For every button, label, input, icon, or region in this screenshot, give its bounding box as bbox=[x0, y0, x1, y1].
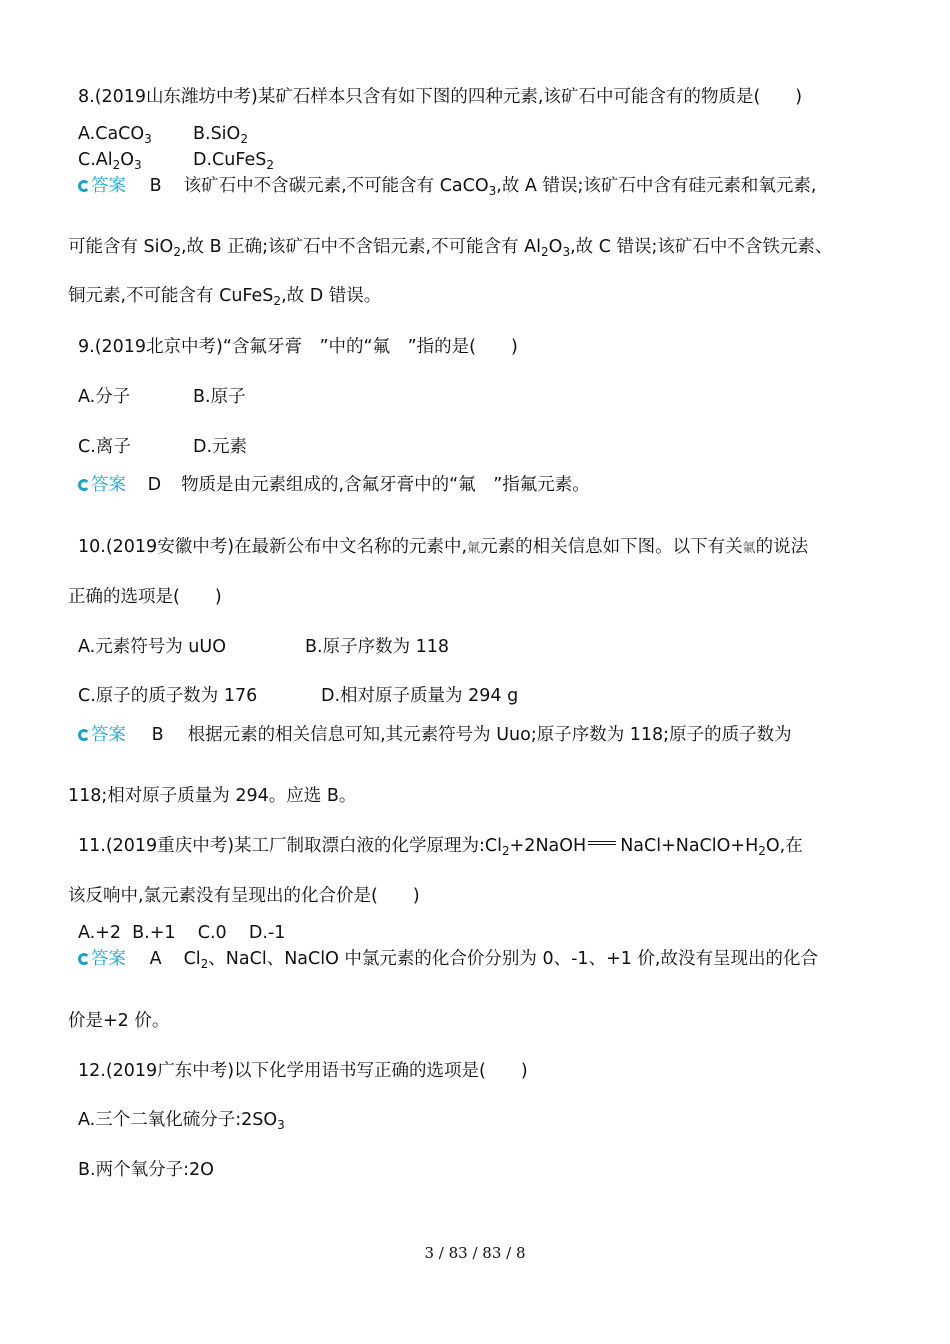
q10-answer-badge bbox=[78, 725, 126, 745]
q11-stem1b: +2NaOH bbox=[509, 836, 587, 856]
q8-exp1b: ,故 A 错误;该矿石中含有硅元素和氧元素, bbox=[496, 176, 817, 196]
q10-element-glyph2: 氭 bbox=[742, 541, 756, 556]
q9-stem: 9.(2019北京中考)“含氟牙膏 ”中的“氟 ”指的是( ) bbox=[78, 337, 518, 357]
q12-option-b: B.两个氧分子:2O bbox=[78, 1160, 214, 1180]
q8-c-sub1: 2 bbox=[112, 158, 121, 172]
q11-stem-sub1: 2 bbox=[502, 844, 510, 858]
q8-c-text2: O bbox=[120, 150, 135, 170]
page-number: 3 / 83 / 83 / 8 bbox=[424, 1244, 526, 1262]
q8-answer-letter: B bbox=[149, 176, 162, 196]
q8-b-sub: 2 bbox=[240, 132, 248, 146]
q8-exp-line2 bbox=[68, 235, 832, 259]
q11-answer-badge bbox=[78, 949, 126, 969]
answer-icon bbox=[78, 479, 90, 491]
answer-icon bbox=[78, 729, 90, 741]
q11-answer bbox=[78, 947, 818, 971]
q8-option-c bbox=[78, 148, 142, 172]
q11-options: A.+2 B.+1 C.0 D.-1 bbox=[78, 923, 286, 943]
q10-answer-letter: B bbox=[151, 725, 164, 745]
q12-stem: 12.(2019广东中考)以下化学用语书写正确的选项是( ) bbox=[78, 1061, 528, 1081]
q10-stem-line1 bbox=[78, 535, 808, 561]
q8-a-sub: 3 bbox=[144, 132, 152, 146]
q8-exp2-sub1: 2 bbox=[173, 245, 181, 259]
q11-stem-sub2: 2 bbox=[758, 844, 766, 858]
q8-exp3a: 铜元素,不可能含有 CuFeS bbox=[68, 286, 274, 306]
q12-a-text: A.三个二氧化硫分子:2SO bbox=[78, 1110, 278, 1130]
q8-d-sub: 2 bbox=[266, 158, 274, 172]
q10-exp-line2: 118;相对原子质量为 294。应选 B。 bbox=[68, 786, 357, 806]
q10-stem2: 元素的相关信息如下图。以下有关 bbox=[480, 537, 743, 557]
q8-option-b bbox=[193, 122, 248, 146]
q8-exp1a: 该矿石中不含碳元素,不可能含有 CaCO bbox=[183, 176, 489, 196]
q12-option-a bbox=[78, 1108, 285, 1132]
q8-exp2d: ,故 C 错误;该矿石中不含铁元素、 bbox=[570, 237, 833, 257]
q11-exp-sub: 2 bbox=[200, 957, 209, 971]
q11-stem-line2: 该反响中,氯元素没有呈现出的化合价是( ) bbox=[68, 886, 420, 906]
q9-option-b: B.原子 bbox=[193, 387, 246, 407]
q8-option-d bbox=[193, 148, 274, 172]
q11-exp-line2: 价是+2 价。 bbox=[68, 1011, 170, 1031]
q10-option-b: B.原子序数为 118 bbox=[305, 637, 450, 657]
q8-b-text: B.SiO bbox=[193, 124, 241, 144]
q8-answer-badge bbox=[78, 176, 126, 196]
q8-exp-line3 bbox=[68, 284, 381, 308]
q8-c-sub2: 3 bbox=[134, 158, 142, 172]
q12-a-sub: 3 bbox=[277, 1118, 285, 1132]
q11-stem1c: NaCl+NaClO+H bbox=[620, 836, 759, 856]
q11-exp1b: 、NaCl、NaClO 中氯元素的化合价分别为 0、-1、+1 价,故没有呈现出的化合 bbox=[208, 949, 818, 969]
q8-answer-label: 答案 bbox=[91, 176, 126, 196]
q9-option-a: A.分子 bbox=[78, 387, 131, 407]
q10-option-c: C.原子的质子数为 176 bbox=[78, 686, 258, 706]
q10-answer-label: 答案 bbox=[91, 725, 126, 745]
q10-exp1: 根据元素的相关信息可知,其元素符号为 Uuo;原子序数为 118;原子的质子数为 bbox=[187, 725, 792, 745]
q10-element-glyph: 氭 bbox=[467, 541, 481, 556]
q9-answer-label: 答案 bbox=[91, 475, 126, 495]
answer-icon bbox=[78, 953, 90, 965]
q8-exp3-sub: 2 bbox=[273, 294, 282, 308]
q8-c-text1: C.Al bbox=[78, 150, 113, 170]
q9-option-c: C.离子 bbox=[78, 437, 131, 457]
answer-icon bbox=[78, 180, 90, 192]
q9-answer-badge bbox=[78, 475, 126, 495]
q10-stem3: 的说法 bbox=[755, 537, 809, 557]
q8-exp1-sub: 3 bbox=[488, 184, 497, 198]
q10-stem1: 10.(2019安徽中考)在最新公布中文名称的元素中, bbox=[78, 537, 468, 557]
q8-exp2c: O bbox=[548, 237, 563, 257]
q11-exp1a: Cl bbox=[183, 949, 201, 969]
q8-exp2-sub2: 2 bbox=[541, 245, 549, 259]
q11-stem-line1 bbox=[78, 834, 803, 858]
reaction-equals-sign bbox=[588, 841, 616, 845]
q11-answer-letter: A bbox=[149, 949, 162, 969]
q11-stem1a: 11.(2019重庆中考)某工厂制取漂白液的化学原理为:Cl bbox=[78, 836, 502, 856]
q8-option-a bbox=[78, 122, 152, 146]
q11-answer-label: 答案 bbox=[91, 949, 126, 969]
q9-answer bbox=[78, 473, 590, 497]
q8-exp2-sub3: 3 bbox=[562, 245, 571, 259]
q10-answer bbox=[78, 723, 792, 747]
q8-exp2b: ,故 B 正确;该矿石中不含铝元素,不可能含有 Al bbox=[180, 237, 542, 257]
q8-exp3b: ,故 D 错误。 bbox=[281, 286, 382, 306]
q8-d-text: D.CuFeS bbox=[193, 150, 267, 170]
q10-stem-line2: 正确的选项是( ) bbox=[68, 587, 222, 607]
q9-answer-letter: D bbox=[147, 475, 162, 495]
q9-explanation: 物质是由元素组成的,含氟牙膏中的“氟 ”指氟元素。 bbox=[181, 475, 590, 495]
q9-option-d: D.元素 bbox=[193, 437, 248, 457]
q10-option-d: D.相对原子质量为 294 g bbox=[321, 686, 519, 706]
q11-stem1d: O,在 bbox=[765, 836, 803, 856]
q8-a-text: A.CaCO bbox=[78, 124, 145, 144]
q8-stem: 8.(2019山东潍坊中考)某矿石样本只含有如下图的四种元素,该矿石中可能含有的物质是( ) bbox=[78, 87, 803, 107]
q8-exp2a: 可能含有 SiO bbox=[68, 237, 174, 257]
q8-answer bbox=[78, 174, 816, 198]
q10-option-a: A.元素符号为 uUO bbox=[78, 637, 226, 657]
